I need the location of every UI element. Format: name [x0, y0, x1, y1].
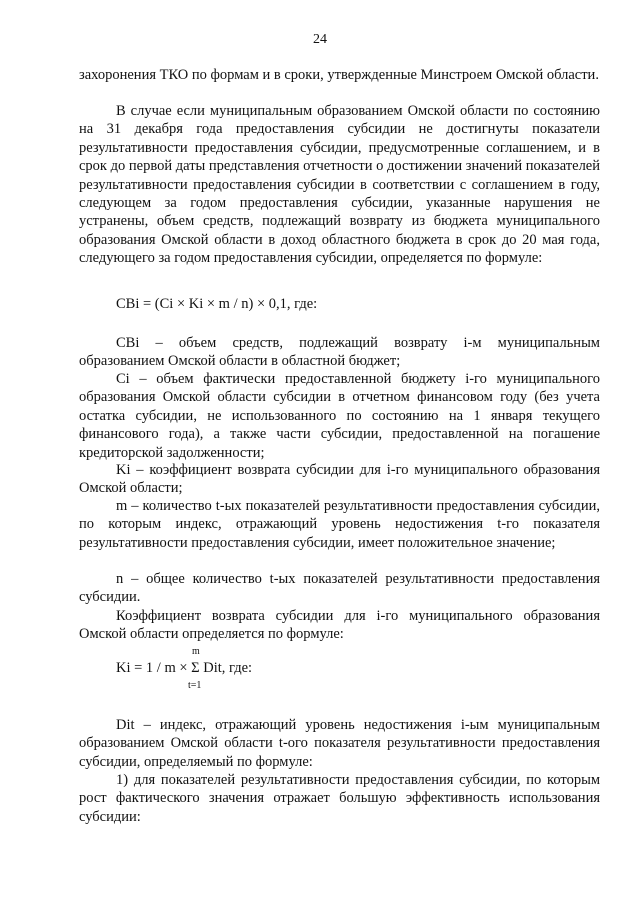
definition-cbi: CBi – объем средств, подлежащий возврату i-м муниципальным образованием Омской области в областной бюджет; — [79, 335, 600, 370]
paragraph-coefficient-intro: Коэффициент возврата субсидии для i-го муниципального образования Омской области определяется по формуле: — [79, 608, 600, 643]
sum-lower-limit: t=1 — [188, 680, 202, 691]
paragraph-subsidy-return-condition: В случае если муниципальным образованием Омской области по состоянию на 31 декабря года предоставления субсидии не достигнуты показатели результативности предоставления субсидии, предусмотренные соглашением, и в срок до первой даты представления отчетности о достижении значений показателей результативности предоставления субсидии в соответствии с соглашением в году, следующем за годом предоставления субсидии, указанные нарушения не устранены, объем средств, подлежащий возврату из бюджета муниципального образования Омской области в доход областного бюджета в срок до 20 мая года, следующего за годом предоставления субсидии, определяется по формуле: — [79, 103, 600, 267]
page-number: 24 — [313, 32, 327, 47]
definition-ci: Ci – объем фактически предоставленной бюджету i-го муниципального образования Омской области субсидии в отчетном финансовом году (без учета остатка субсидии, не использованного по состоянию на 1 января текущего финансового года), а также части субсидии, предоставленной на погашение кредиторской задолженности; — [79, 371, 600, 461]
definition-n: n – общее количество t-ых показателей результативности предоставления субсидии. — [79, 571, 600, 606]
definition-ki: Ki – коэффициент возврата субсидии для i-го муниципального образования Омской области; — [79, 462, 600, 497]
list-item-1: 1) для показателей результативности предоставления субсидии, по которым рост фактического значения отражает большую эффективность использования субсидии: — [79, 772, 600, 825]
formula-coefficient: Ki = 1 / m × Σ Dit, где: — [116, 660, 253, 676]
definition-dit: Dit – индекс, отражающий уровень недостижения i-ым муниципальным образованием Омской области t-ого показателя результативности предоставления субсидии, определяемый по формуле: — [79, 717, 600, 770]
definition-m: m – количество t-ых показателей результативности предоставления субсидии, по которым индекс, отражающий уровень недостижения t-го показателя результативности предоставления субсидии, имеет положительное значение; — [79, 498, 600, 551]
sum-upper-limit: m — [192, 646, 200, 657]
paragraph-continuation: захоронения ТКО по формам и в сроки, утвержденные Минстроем Омской области. — [79, 67, 599, 83]
formula-return-volume: CBi = (Ci × Ki × m / n) × 0,1, где: — [116, 296, 318, 312]
